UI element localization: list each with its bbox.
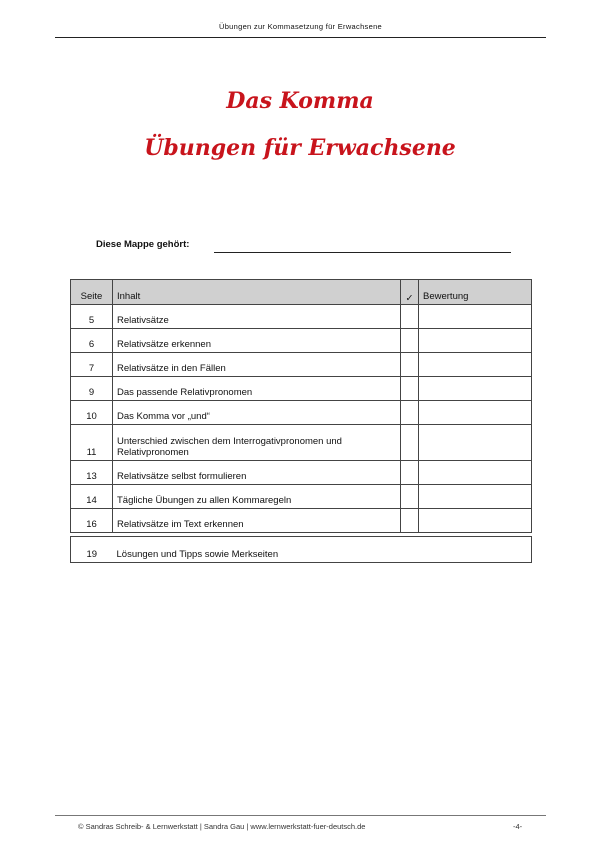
row-rating[interactable] [419, 353, 532, 377]
row-checkbox[interactable] [401, 305, 419, 329]
page-number: -4- [513, 822, 523, 831]
row-page: 16 [71, 509, 113, 533]
row-checkbox[interactable] [401, 509, 419, 533]
row-rating[interactable] [419, 377, 532, 401]
footer-copyright: © Sandras Schreib- & Lernwerkstatt | Sandra Gau | www.lernwerkstatt-fuer-deutsch.de [78, 822, 366, 831]
row-rating[interactable] [419, 401, 532, 425]
row-content: Das passende Relativpronomen [113, 377, 401, 401]
row-page: 7 [71, 353, 113, 377]
header-divider [55, 37, 546, 38]
table-row [71, 509, 532, 533]
header-check: ✓ [401, 280, 419, 305]
row-page: 11 [71, 425, 113, 461]
table-row [71, 305, 532, 329]
row-content: Relativsätze im Text erkennen [113, 509, 401, 533]
row-rating[interactable] [419, 305, 532, 329]
table-row [71, 485, 532, 509]
table-of-contents [70, 279, 532, 563]
footer-divider [55, 815, 546, 816]
row-page: 10 [71, 401, 113, 425]
table-row [71, 425, 532, 461]
row-page: 5 [71, 305, 113, 329]
row-page: 6 [71, 329, 113, 353]
row-content: Tägliche Übungen zu allen Kommaregeln [113, 485, 401, 509]
table-row [71, 377, 532, 401]
row-checkbox[interactable] [401, 425, 419, 461]
row-content: Das Komma vor „und“ [113, 401, 401, 425]
row-page: 14 [71, 485, 113, 509]
row-checkbox[interactable] [401, 377, 419, 401]
owner-label: Diese Mappe gehört: [96, 239, 190, 250]
row-checkbox[interactable] [401, 461, 419, 485]
header-content: Inhalt [113, 280, 401, 305]
table-row [71, 401, 532, 425]
row-checkbox[interactable] [401, 401, 419, 425]
row-content: Relativsätze selbst formulieren [113, 461, 401, 485]
table-row [71, 353, 532, 377]
table-row [71, 329, 532, 353]
row-checkbox[interactable] [401, 485, 419, 509]
table-row [71, 461, 532, 485]
row-content: Relativsätze [113, 305, 401, 329]
row-page: 13 [71, 461, 113, 485]
row-rating[interactable] [419, 329, 532, 353]
row-rating[interactable] [419, 425, 532, 461]
solutions-content: Lösungen und Tipps sowie Merkseiten [113, 537, 532, 563]
row-checkbox[interactable] [401, 353, 419, 377]
row-rating[interactable] [419, 461, 532, 485]
page-header: Übungen zur Kommasetzung für Erwachsene [218, 22, 383, 31]
row-content: Relativsätze erkennen [113, 329, 401, 353]
solutions-page: 19 [71, 537, 113, 563]
row-rating[interactable] [419, 509, 532, 533]
row-page: 9 [71, 377, 113, 401]
solutions-row [71, 537, 532, 563]
header-page: Seite [71, 280, 113, 305]
document-subtitle: Übungen für Erwachsene [144, 135, 456, 161]
row-content: Unterschied zwischen dem Interrogativpronomen und Relativpronomen [113, 425, 401, 461]
owner-name-line[interactable] [214, 252, 511, 253]
row-checkbox[interactable] [401, 329, 419, 353]
row-content: Relativsätze in den Fällen [113, 353, 401, 377]
document-title: Das Komma [226, 88, 374, 114]
table-header-row [71, 280, 532, 305]
header-rating: Bewertung [419, 280, 532, 305]
row-rating[interactable] [419, 485, 532, 509]
